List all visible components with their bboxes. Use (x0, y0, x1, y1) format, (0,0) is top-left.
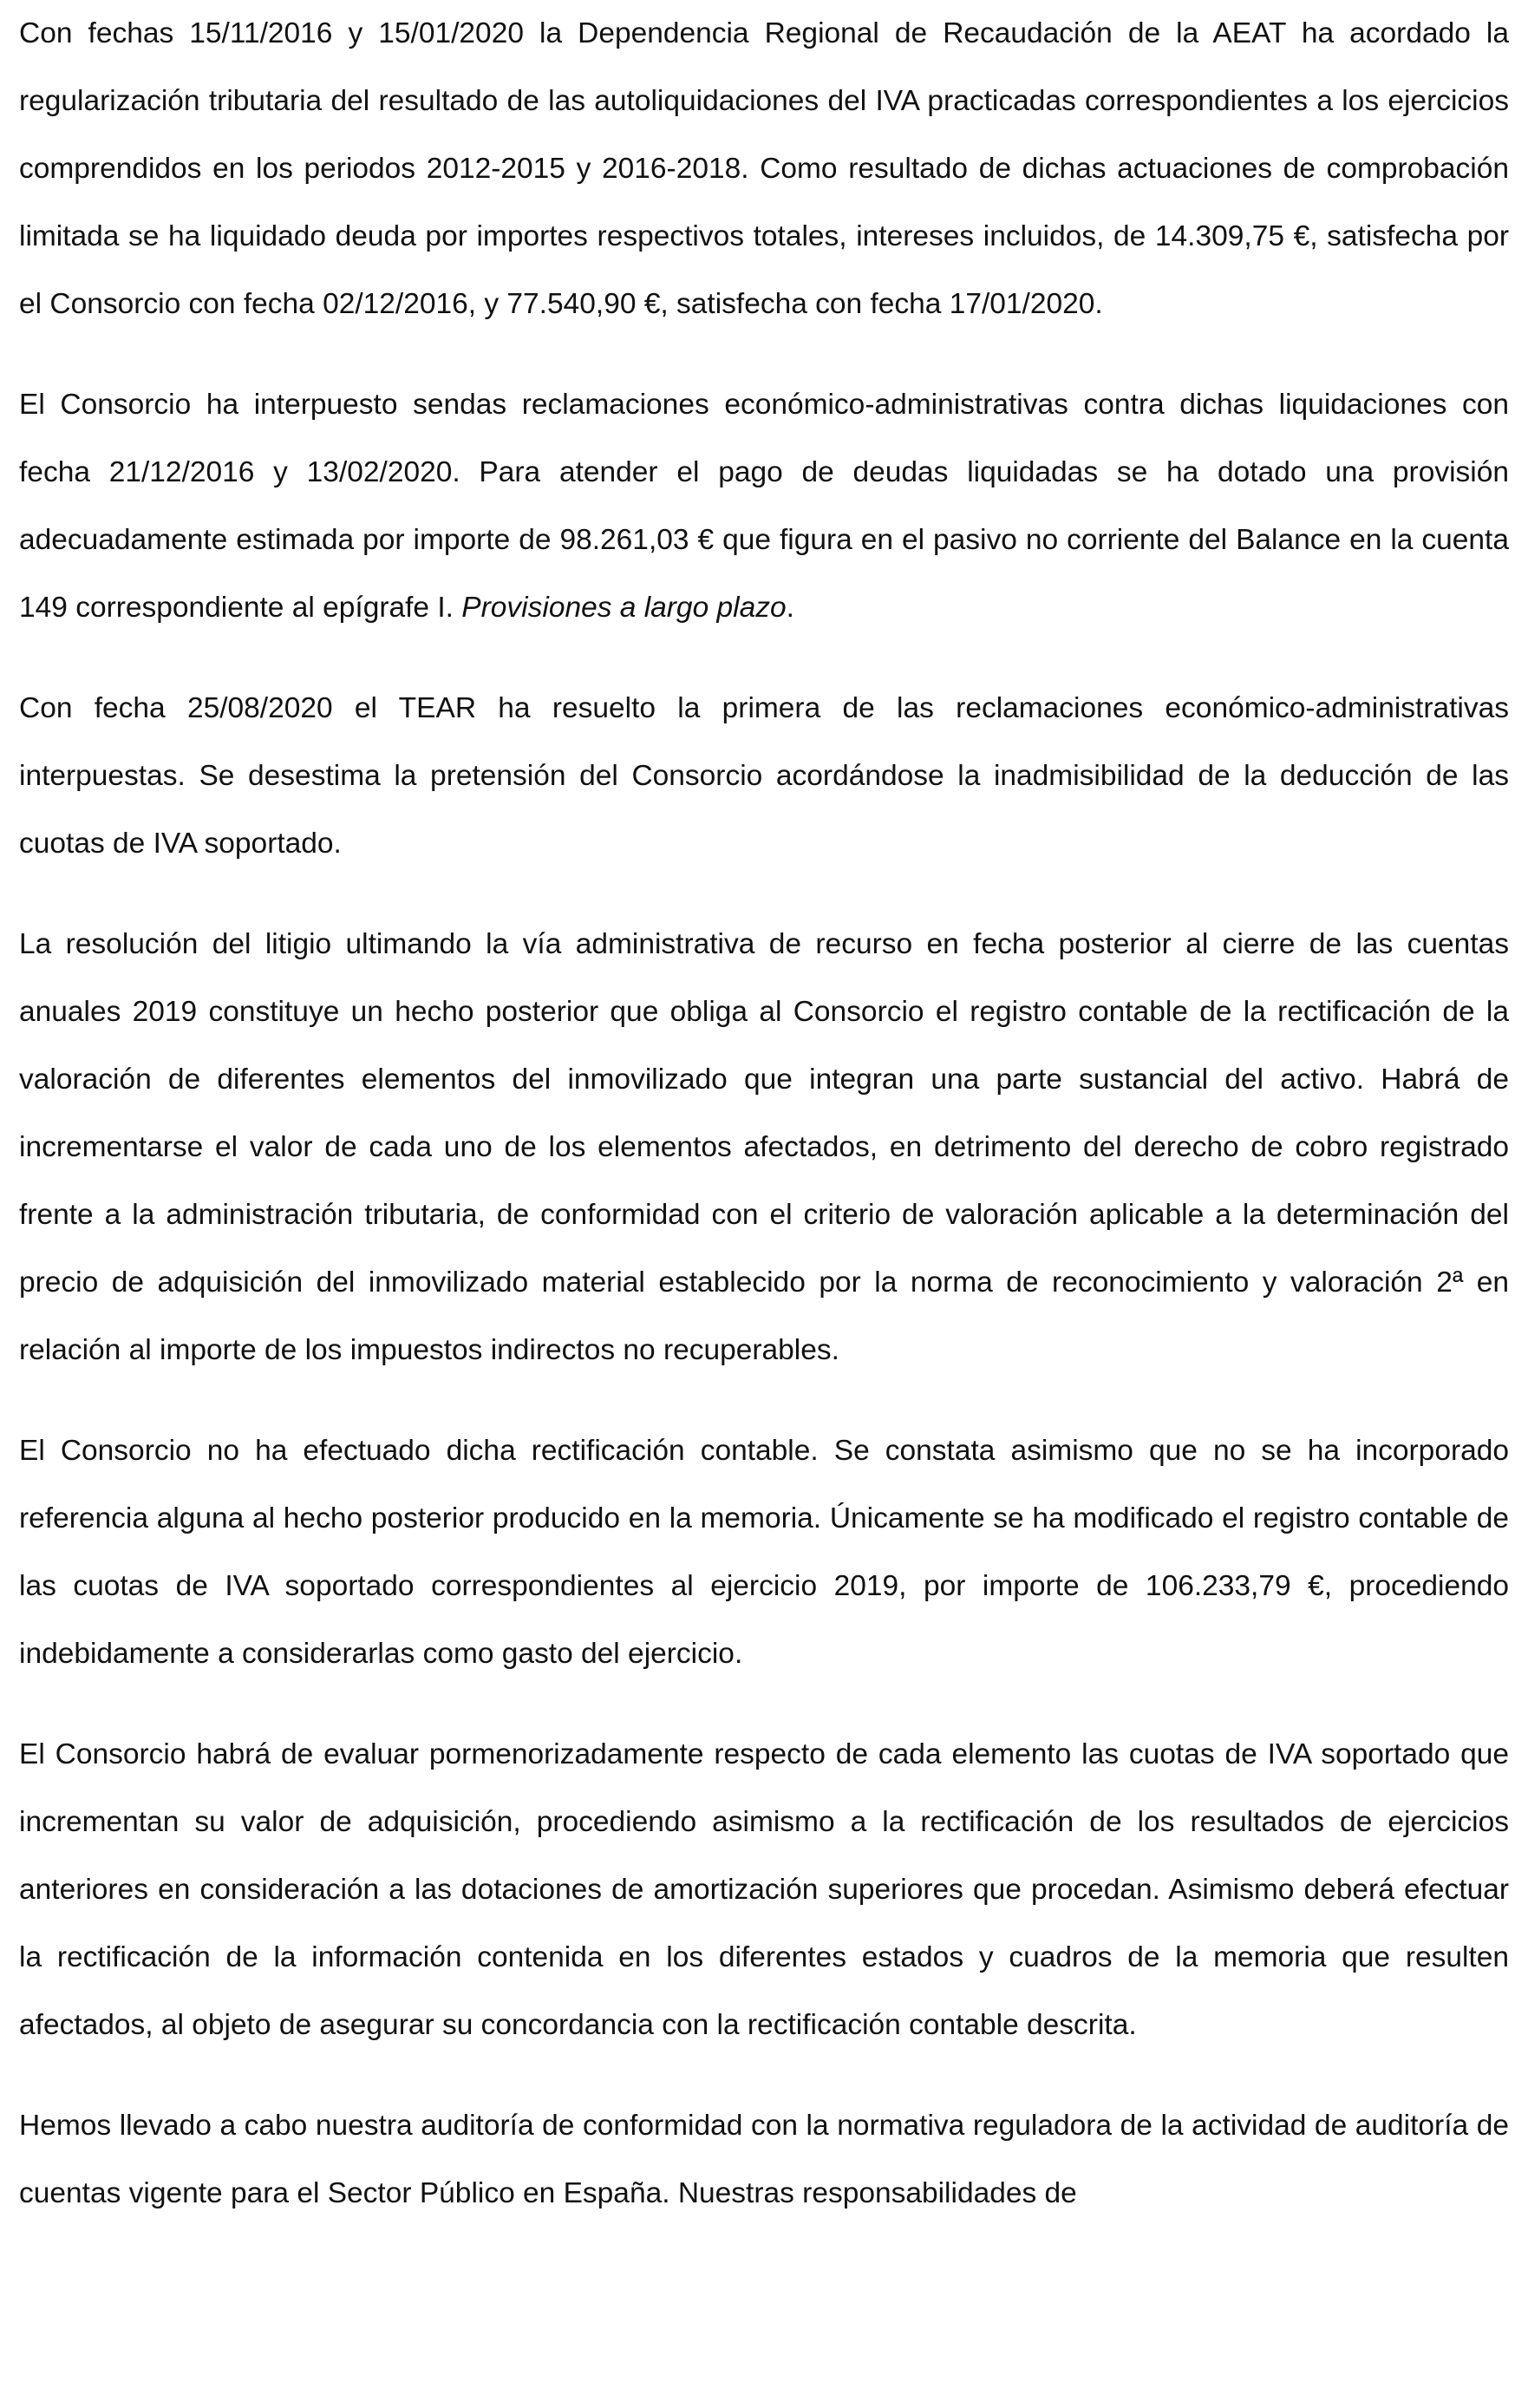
paragraph-fundamento-auditoria: Hemos llevado a cabo nuestra auditoría de conformidad con la normativa reguladora de la actividad de auditoría de cuentas vigente para el Sector Público en España. Nuestras responsabilidades de (19, 2110, 1509, 2209)
paragraph-regularizacion-iva: Con fechas 15/11/2016 y 15/01/2020 la Dependencia Regional de Recaudación de la AEAT ha acordado la regularización tributaria del resultado de las autoliquidaciones del IVA practicadas correspondientes a los ejercicios comprendidos en los periodos 2012-2015 y 2016-2018. Como resultado de dichas actuaciones de comprobación limitada se ha liquidado deuda por importes respectivos totales, intereses incluidos, de 14.309,75 €, satisfecha por el Consorcio con fecha 02/12/2016, y 77.540,90 €, satisfecha con fecha 17/01/2020. (19, 17, 1509, 320)
paragraph-reclamaciones-text: El Consorcio ha interpuesto sendas reclamaciones económico-administrativas contra dichas liquidaciones con fecha 21/12/2016 y 13/02/2020. Para atender el pago de deudas liquidadas se ha dotado una provisión adecuadamente estimada por importe de 98.261,03 € que figura en el pasivo no corriente del Balance en la cuenta 149 correspondiente al epígrafe I. (19, 389, 1509, 624)
paragraph-evaluacion-cuotas: El Consorcio habrá de evaluar pormenorizadamente respecto de cada elemento las cuotas de IVA soportado que incrementan su valor de adquisición, procediendo asimismo a la rectificación de los resultados de ejercicios anteriores en consideración a las dotaciones de amortización superiores que procedan. Asimismo deberá efectuar la rectificación de la información contenida en los diferentes estados y cuadros de la memoria que resulten afectados, al objeto de asegurar su concordancia con la rectificación contable descrita. (19, 1738, 1509, 2041)
provisiones-largo-plazo-italic: Provisiones a largo plazo (461, 592, 787, 624)
paragraph-reclamaciones-end: . (786, 592, 794, 624)
paragraph-no-rectificacion: El Consorcio no ha efectuado dicha rectificación contable. Se constata asimismo que no se ha incorporado referencia alguna al hecho posterior producido en la memoria. Únicamente se ha modificado el registro contable de las cuotas de IVA soportado correspondientes al ejercicio 2019, por importe de 106.233,79 €, procediendo indebidamente a considerarlas como gasto del ejercicio. (19, 1435, 1509, 1670)
paragraph-reclamaciones-provision (19, 371, 1509, 642)
paragraph-resolucion-tear: Con fecha 25/08/2020 el TEAR ha resuelto la primera de las reclamaciones económico-administrativas interpuestas. Se desestima la pretensión del Consorcio acordándose la inadmisibilidad de la deducción de las cuotas de IVA soportado. (19, 692, 1509, 860)
paragraph-hecho-posterior: La resolución del litigio ultimando la vía administrativa de recurso en fecha posterior al cierre de las cuentas anuales 2019 constituye un hecho posterior que obliga al Consorcio el registro contable de la rectificación de la valoración de diferentes elementos del inmovilizado que integran una parte sustancial del activo. Habrá de incrementarse el valor de cada uno de los elementos afectados, en detrimento del derecho de cobro registrado frente a la administración tributaria, de conformidad con el criterio de valoración aplicable a la determinación del precio de adquisición del inmovilizado material establecido por la norma de reconocimiento y valoración 2ª en relación al importe de los impuestos indirectos no recuperables. (19, 928, 1509, 1366)
document-page (19, 0, 1509, 2228)
